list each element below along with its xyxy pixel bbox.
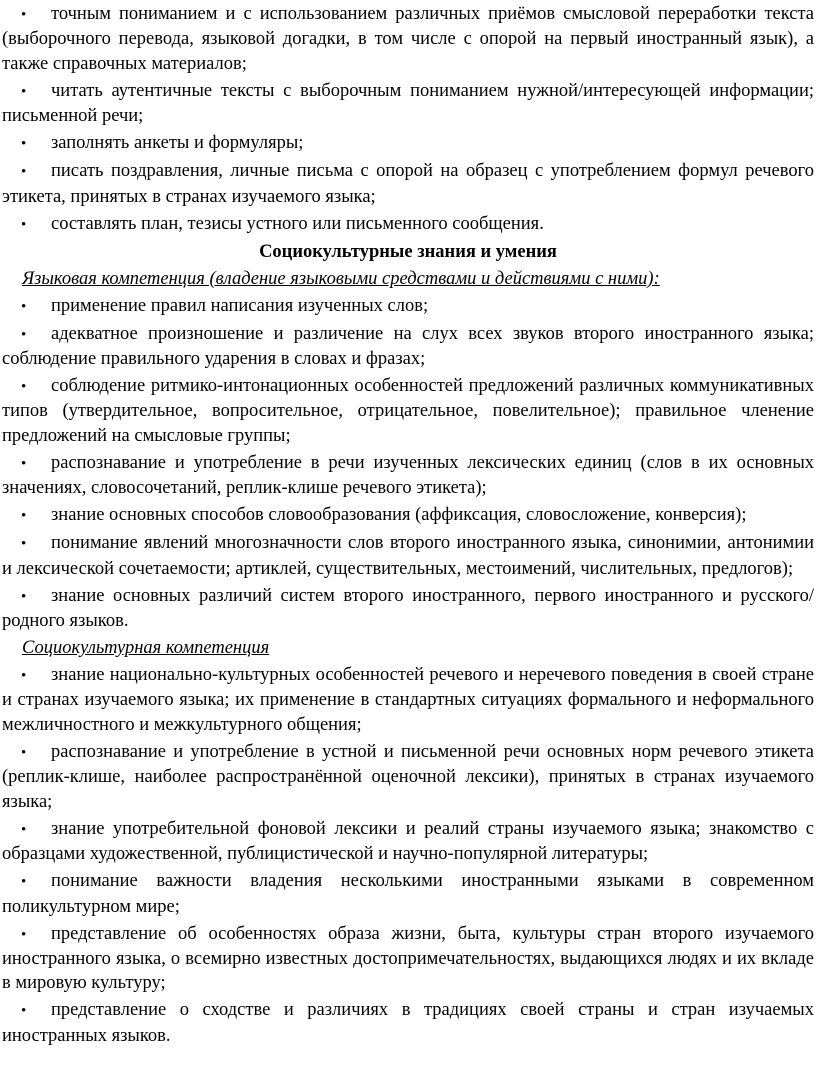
list-item-text: знание основных способов словообразования (аффиксация, словосложение, конверсия); (51, 505, 747, 526)
skills-list (2, 2, 814, 237)
list-item-text: адекватное произношение и различение на слух всех звуков второго иностранного языка; соблюдение правильного ударения в словах и фразах; (2, 323, 814, 370)
list-item-text: знание основных различий систем второго иностранного, первого иностранного и русского/родного языков. (2, 585, 814, 632)
list-item-text: знание употребительной фоновой лексики и реалий страны изучаемого языка; знакомство с образцами художественной, публицистической и научно-популярной литературы; (2, 818, 814, 865)
list-item (2, 322, 814, 372)
bullet-icon: • (21, 379, 27, 396)
list-item (2, 212, 814, 237)
list-item-text: читать аутентичные тексты с выборочным пониманием нужной/интересующей информации; письменной речи; (2, 80, 814, 127)
list-item-text: составлять план, тезисы устного или письменного сообщения. (51, 213, 544, 234)
bullet-icon: • (21, 164, 27, 181)
bullet-icon: • (21, 298, 27, 315)
list-item (2, 663, 814, 737)
bullet-icon: • (21, 744, 27, 761)
list-item (2, 79, 814, 129)
list-item-text: соблюдение ритмико-интонационных особенностей предложений различных коммуникативных типов (утвердительное, вопросительное, отрицательное, повелительное); правильное членение предложений на смысловые группы; (2, 376, 814, 446)
list-item (2, 159, 814, 209)
list-item (2, 131, 814, 156)
language-competence-list (2, 294, 814, 634)
bullet-icon: • (21, 926, 27, 943)
bullet-icon: • (21, 668, 27, 685)
list-item-text: представление о сходстве и различиях в традициях своей страны и стран изучаемых иностранных языков. (2, 1000, 814, 1046)
language-competence-heading: Языковая компетенция (владение языковыми средствами и действиями с ними): (22, 268, 660, 289)
sociocultural-competence-heading: Социокультурная компетенция (22, 638, 270, 659)
list-item (2, 531, 814, 581)
list-item-text: понимание явлений многозначности слов второго иностранного языка, синонимии, антонимии и лексической сочетаемости; артиклей, существительных, местоимений, числительных, предлогов); (2, 533, 814, 579)
list-item-text: знание национально-культурных особенностей речевого и неречевого поведения в своей стране и странах изучаемого языка; их применение в стандартных ситуациях формального и неформального межличностного и межкультурного общения; (2, 665, 814, 735)
list-item (2, 451, 814, 501)
list-item-text: распознавание и употребление в речи изученных лексических единиц (слов в их основных значениях, словосочетаний, реплик-клише речевого этикета); (2, 452, 814, 499)
bullet-icon: • (21, 136, 27, 153)
bullet-icon: • (21, 216, 27, 233)
bullet-icon: • (21, 508, 27, 525)
list-item-text: понимание важности владения несколькими иностранными языками в современном поликультурном мире; (2, 871, 814, 917)
list-item (2, 869, 814, 919)
list-item-text: точным пониманием и с использованием различных приёмов смысловой переработки текста (выборочного перевода, языковой догадки, в том числе с опорой на первый иностранный язык), а также справочных материалов; (2, 4, 814, 74)
list-item (2, 817, 814, 867)
bullet-icon: • (21, 1003, 27, 1020)
section-title: Социокультурные знания и умения (259, 241, 557, 262)
bullet-icon: • (21, 588, 27, 605)
list-item (2, 294, 814, 319)
bullet-icon: • (21, 455, 27, 472)
bullet-icon: • (21, 874, 27, 891)
list-item-text: применение правил написания изученных слов; (51, 295, 429, 316)
bullet-icon: • (21, 7, 27, 23)
list-item-text: заполнять анкеты и формуляры; (51, 133, 304, 154)
bullet-icon: • (21, 821, 27, 838)
list-item (2, 374, 814, 448)
sociocultural-competence-list (2, 663, 814, 1048)
bullet-icon: • (21, 536, 27, 553)
bullet-icon: • (21, 326, 27, 343)
list-item (2, 503, 814, 528)
list-item (2, 2, 814, 76)
bullet-icon: • (21, 83, 27, 100)
list-item (2, 584, 814, 634)
list-item-text: распознавание и употребление в устной и письменной речи основных норм речевого этикета (реплик-клише, наиболее распространённой оценочной лексики), принятых в странах изучаемого языка; (2, 741, 814, 812)
list-item (2, 922, 814, 996)
list-item-text: представление об особенностях образа жизни, быта, культуры стран второго изучаемого иностранного языка, о всемирно известных достопримечательностях, выдающихся людях и их вкладе в мировую культуру; (2, 923, 814, 994)
list-item (2, 740, 814, 814)
list-item-text: писать поздравления, личные письма с опорой на образец с употреблением формул речевого этикета, принятых в странах изучаемого языка; (2, 161, 814, 207)
list-item (2, 998, 814, 1048)
